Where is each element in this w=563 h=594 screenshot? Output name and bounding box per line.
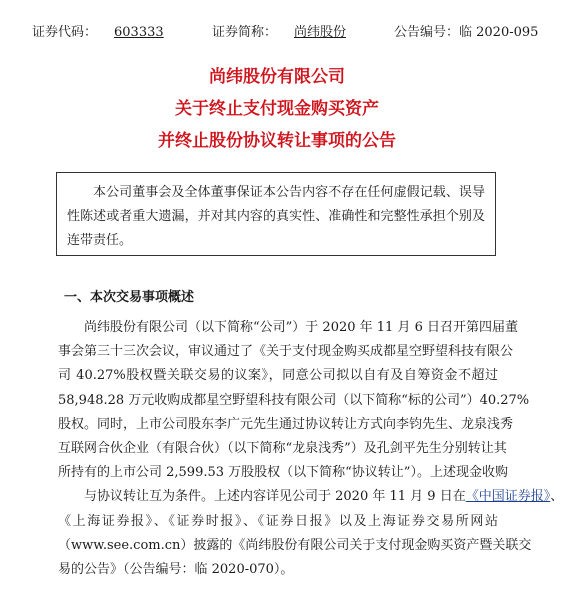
body-line-with-link [58, 485, 563, 509]
stock-abbr-label: 证券简称： [212, 25, 278, 40]
section-heading: 一、本次交易事项概述 [64, 290, 195, 305]
stock-code-value: 603333 [114, 25, 164, 40]
section-body [58, 316, 563, 582]
body-line: 所持有的上市公司 2,599.53 万股股权（以下简称“协议转让”）。上述现金收购 [58, 465, 508, 481]
body-line: 事会第三十三次会议，审议通过了《关于支付现金购买成都星空野望科技有限公 [58, 344, 514, 360]
body-line: 尚纬股份有限公司（以下简称“公司”）于 2020 年 11 月 6 日召开第四届董 [84, 320, 518, 335]
newspaper-link[interactable]: 《中国证券报》 [465, 489, 551, 505]
body-line: 易的公告》（公告编号：临 2020-070）。 [58, 561, 294, 577]
title-company: 尚纬股份有限公司 [209, 67, 345, 87]
body-line: 《上海证券报》、《证券时报》、《证券日报》以及上海证券交易所网站 [58, 513, 498, 529]
body-line: 司 40.27%股权暨关联交易的议案》，同意公司拟以自有及自筹资金不超过 [58, 368, 498, 384]
notice-number: 公告编号：临 2020-095 [394, 25, 539, 40]
body-line: （www.see.com.cn）披露的《尚纬股份有限公司关于支付现金购买资产暨关联交 [58, 537, 532, 553]
title-line-3: 并终止股份协议转让事项的公告 [158, 131, 396, 151]
body-line: 58,948.28 万元收购成都星空野望科技有限公司（以下简称“标的公司”）40.27% [58, 392, 530, 408]
stock-abbr-value: 尚纬股份 [294, 25, 347, 40]
body-line-text: 与协议转让互为条件。上述内容详见公司于 2020 年 11 月 9 日在 [84, 489, 466, 505]
disclaimer-box [56, 172, 496, 256]
body-line: 股权。同时，上市公司股东李广元先生通过协议转让方式向李钧先生、龙泉浅秀 [58, 416, 514, 432]
disclaimer-text: 本公司董事会及全体董事保证本公告内容不存在任何虚假记载、误导性陈述或者重大遗漏，并对其内容的真实性、准确性和完整性承担个别及连带责任。 [67, 185, 485, 248]
body-line-tail: 、 [550, 489, 563, 505]
title-line-2: 关于终止支付现金购买资产 [175, 99, 379, 119]
body-line: 互联网合伙企业（有限合伙）（以下简称“龙泉浅秀”）及孔剑平先生分别转让其 [58, 440, 507, 456]
stock-code-label: 证券代码： [32, 25, 98, 40]
